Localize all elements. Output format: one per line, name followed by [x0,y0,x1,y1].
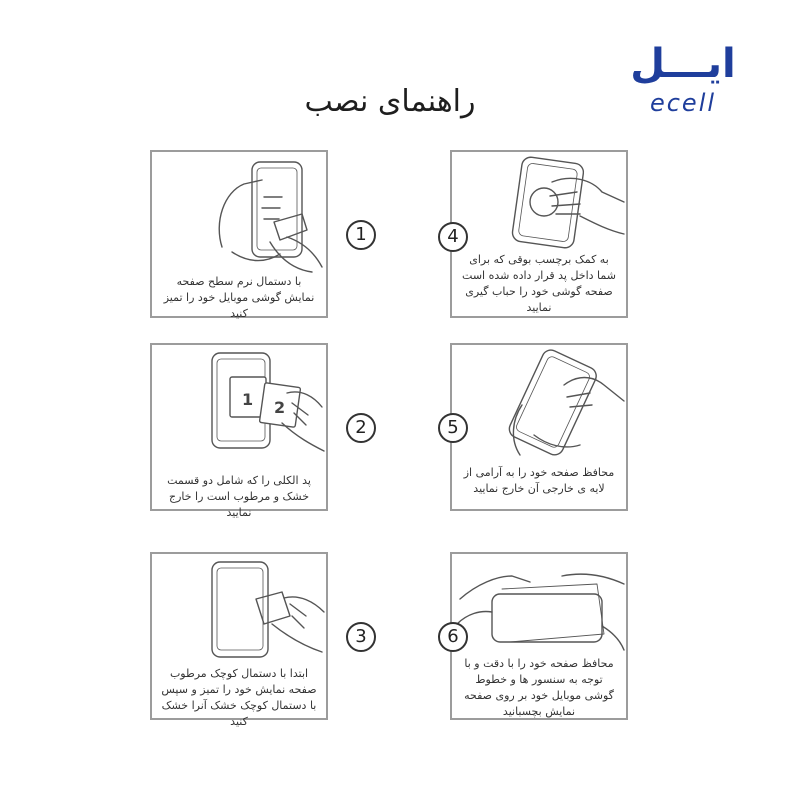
step-number-4: 4 [438,222,468,252]
step-card-1 [150,150,328,318]
step-number-6: 6 [438,622,468,652]
step-card-5 [450,343,628,511]
page-title: راهنمای نصب [304,84,476,119]
step-3-text: ابتدا با دستمال کوچک مرطوب صفحه نمایش خود را تمیز و سپس با دستمال کوچک خشک آنرا خشک کنید [161,667,317,728]
step-card-3 [150,552,328,728]
step-card-4 [450,150,628,318]
pad-label-2: 2 [274,398,286,417]
pad-label-1: 1 [242,390,254,409]
step-card-6 [450,552,628,720]
step-card-2 [150,343,328,519]
step-5-text: محافظ صفحه خود را به آرامی از لایه ی خارجی آن خارج نمایید [463,466,615,495]
step-number-3: 3 [346,622,376,652]
logo-persian: ایـــل [630,41,736,87]
step-6-text: محافظ صفحه خود را با دقت و با توجه به سنسور ها و خطوط گوشی موبایل خود بر روی صفحه نمایش بچسبانید [464,657,614,718]
step-2-text: پد الکلی را که شامل دو قسمت خشک و مرطوب است را خارج نمایید [167,474,311,519]
step-number-2: 2 [346,413,376,443]
step-number-5: 5 [438,413,468,443]
brand-logo [618,42,748,122]
step-4-text: به کمک برچسب بوقی که برای شما داخل پد قرار داده شده است صفحه گوشی خود را حباب گیری نمایید [462,253,616,314]
logo-latin: ecell [649,89,717,117]
step-1-text: با دستمال نرم سطح صفحه نمایش گوشی موبایل خود را تمیز کنید [163,275,315,320]
step-number-1: 1 [346,220,376,250]
